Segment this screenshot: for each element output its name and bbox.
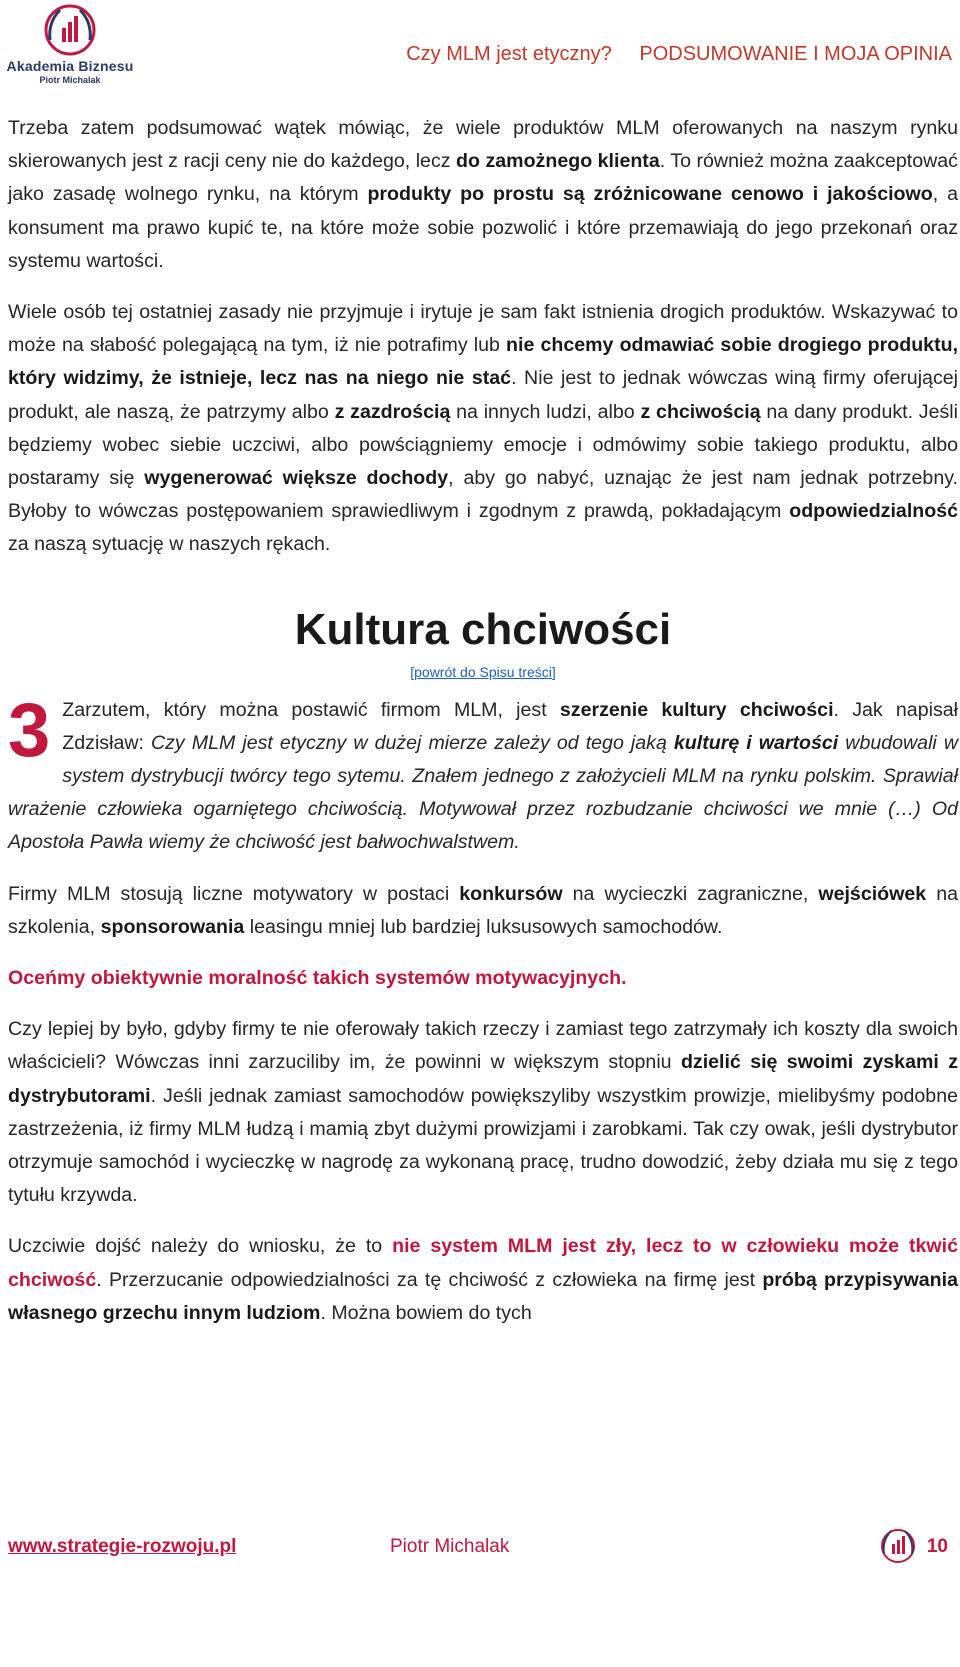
paragraph: Uczciwie dojść należy do wniosku, że to nie system MLM jest zły, lecz to w człowieku może tkwić chciwość. Przerzucanie odpowiedzialności za tę chciwość z człowieka na firmę jest próbą przypisywania własnego grzechu innym ludziom. Można bowiem do tych: [8, 1235, 958, 1324]
paragraph: Trzeba zatem podsumować wątek mówiąc, że wiele produktów MLM oferowanych na naszym rynku skierowanych jest z racji ceny nie do każdego, lecz do zamożnego klienta. To również można zaakceptować jako zasadę wolnego rynku, na którym produkty po prostu są zróżnicowane cenowo i jakościowo, a konsument ma prawo kupić te, na które może sobie pozwolić i które przemawiają do jego przekonań oraz systemu wartości.: [8, 117, 958, 272]
main-content: [8, 112, 958, 1348]
footer-site-link[interactable]: www.strategie-rozwoju.pl: [8, 1536, 237, 1557]
paragraph: Wiele osób tej ostatniej zasady nie przyjmuje i irytuje je sam fakt istnienia drogich produktów. Wskazywać to może na słabość polegającą na tym, iż nie potrafimy lub nie chcemy odmawiać sobie drogiego produktu, który widzimy, że istnieje, lecz nas na niego nie stać. Nie jest to jednak wówczas winą firmy oferującej produkt, ale naszą, że patrzymy albo z zazdrością na innych ludzi, albo z chciwością na dany produkt. Jeśli będziemy wobec siebie uczciwi, albo powściągniemy emocje i odmówimy sobie takiego produktu, albo postaramy się wygenerować większe dochody, aby go nabyć, uznając że jest nam jednak potrzebny. Byłoby to wówczas postępowaniem sprawiedliwym i zgodnym z prawdą, pokładającym odpowiedzialność za naszą sytuację w naszych rękach.: [8, 301, 959, 556]
paragraph: Firmy MLM stosują liczne motywatory w postaci konkursów na wycieczki zagraniczne, wejściówek na szkolenia, sponsorowania leasingu mniej lub bardziej luksusowych samochodów.: [8, 882, 958, 938]
highlight-paragraph: Oceńmy obiektywnie moralność takich systemów motywacyjnych.: [8, 967, 627, 990]
small-logo-icon: [878, 1526, 918, 1566]
footer-author: Piotr Michalak: [390, 1536, 510, 1557]
paragraph: Czy lepiej by było, gdyby firmy te nie oferowały takich rzeczy i zamiast tego zatrzymały ich koszty dla swoich właścicieli? Wówczas inni zarzuciliby im, że powinni w większym stopniu dzielić się swoimi zyskami z dystrybutorami. Jeśli jednak zamiast samochodów powiększyliby wszystkim prowizje, mielibyśmy podobne zastrzeżenia, iż firmy MLM łudzą i mamią zbyt dużymi prowizjami i zarobkami. Tak czy owak, jeśli dystrybutor otrzymuje samochód i wycieczkę w nagrodę za wykonaną pracę, trudno dowodzić, żeby działa mu się z tego tytułu krzywda.: [8, 1018, 958, 1207]
header-link-ethics[interactable]: Czy MLM jest etyczny?: [406, 43, 612, 65]
paragraph: 3 Zarzutem, który można postawić firmom MLM, jest szerzenie kultury chciwości. Jak napisał Zdzisław: Czy MLM jest etyczny w dużej mierze zależy od tego jaką kulturę i wartości wbudowali w system dystrybucji twórcy tego sytemu. Znałem jednego z założycieli MLM na rynku polskim. Sprawiał wrażenie człowieka ogarniętego chciwością. Motywował przez rozbudzanie chciwości we mnie (…) Od Apostoła Pawła wiemy że chciwość jest bałwochwalstwem.: [8, 687, 959, 854]
page-number: 10: [926, 1536, 948, 1557]
brand-name: Akademia Biznesu: [6, 58, 134, 74]
chapter-number: 3: [8, 687, 51, 773]
chapter-heading: [8, 602, 958, 682]
header-links: [384, 43, 952, 66]
logo: [4, 2, 136, 88]
brand-subtitle: Piotr Michalak: [39, 75, 101, 85]
chapter-title: Kultura chciwości: [294, 604, 672, 654]
header-link-summary[interactable]: PODSUMOWANIE I MOJA OPINIA: [639, 43, 952, 65]
laurel-logo-icon: [40, 2, 100, 58]
toc-link[interactable]: [powrót do Spisu treści]: [410, 663, 556, 680]
footer: [8, 1526, 952, 1566]
